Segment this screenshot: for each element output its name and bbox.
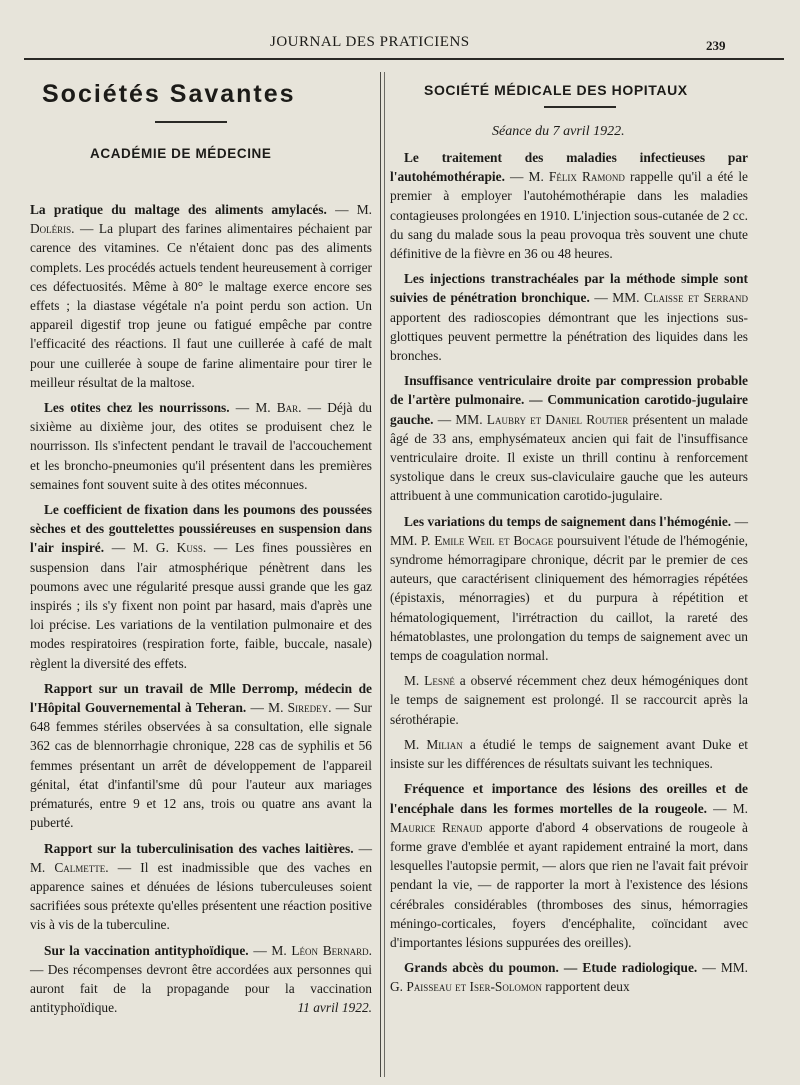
article	[390, 735, 748, 773]
article-body: Déjà du sixième au dixième jour, des otites se produisent chez le nourrisson. Ils s'infectent pendant le travail de l'accouchement et les broncho-pneumonies qu'il présentent dans les premières semaines font souvent suite à des otites méconnues.	[30, 400, 372, 492]
article-body: Des récompenses devront être accordées aux personnes qui auront fait de la propagande pour la vaccination antityphoïdique.	[30, 961, 372, 1016]
article: Les otites chez les nourrissons. — M. Bar. — Déjà du sixième au dixième jour, des otites se produisent chez le nourrisson. Ils s'infectent pendant le travail de l'accouchement et les broncho-pneumonies qu'il présentent dans les premières semaines font souvent suite à des otites méconnues.	[30, 400, 372, 492]
article: La pratique du maltage des aliments amylacés. — M. Doléris. — La plupart des farines alimentaires péchaient par carence des vitamines. Ce n'étaient donc pas des aliments complets. Les procédés actuels tendent heureusement à corriger ces défectuosités. Même à 80° le maltage exerce encore ses effets ; la diastase végétale n'a point perdu son action. Un appareil digestif trop jeune ou fatigué empêche par contre l'efficacité des réactions. Il faut une cuillerée à café de malt pour une cuillerée à soupe de farine alimentaire pour tirer le meilleur résultat de la maltose.	[30, 202, 372, 390]
title-rule-right	[544, 106, 616, 108]
title-rule	[155, 121, 227, 123]
article-body: Les fines poussières en suspension dans l'air atmosphérique pénètrent dans les poumons avec une régularité presque aussi grande que les gaz inspirés ; ils s'y fixent non point par hasard, mais d'après une loi précise. Les variations de la ventilation pulmonaire et des modes respiratoires (respiration forte, faible, buccale, nasale) règlent la diversité des effets.	[30, 540, 372, 671]
article: Insuffisance ventriculaire droite par compression probable de l'artère pulmonaire. — Communication carotido-jugulaire gauche. — MM. Laubry et Daniel Routier présentent un malade âgé de 33 ans, emphysémateux ancien qui fait de l'insuffisance ventriculaire droite. Il existe un thrill continu à renforcement systolique dans le creux sus-claviculaire gauche que les auteurs attribuent à une communication carotido-jugulaire.	[390, 373, 748, 504]
article: Les variations du temps de saignement dans l'hémogénie. — MM. P. Emile Weil et Bocage poursuivent l'étude de l'hémogénie, syndrome hémorragipare chronique, décrit par le premier de ces auteurs, que caractérisent cliniquement des hémorragies répétées (épistaxis, ménorragies) et du purpura à répétition et hématologiquement, l'irrétraction du caillot, la rareté des hématoblastes, une prolongation du temps de saignement avec un temps de coagulation normal.	[390, 513, 748, 664]
article-title: La pratique du maltage des aliments amylacés.	[30, 202, 327, 217]
article-author: M. Maurice Renaud	[390, 800, 748, 835]
article-author: M. Milian	[404, 736, 463, 752]
article: Fréquence et importance des lésions des oreilles et de l'encéphale dans les formes mortelles de la rougeole. — M. Maurice Renaud apporte d'abord 4 observations de rougeole à forme grave d'emblée et ayant rapidement entrainé la mort, dans lesquelles l'autopsie permit, — alors que rien ne l'avait fait prévoir pendant la vie, — de rapporter la mort à l'existence des lésions cérébrales considérables (thromboses des sinus, hémorragies méningo-corticales, foyers d'encéphalite, coïncidant avec d'importantes lésions suppurées des oreilles).	[390, 781, 748, 950]
subsection-academie: ACADÉMIE DE MÉDECINE	[90, 146, 272, 161]
article: Rapport sur la tuberculinisation des vaches laitières. — M. Calmette. — Il est inadmissible que des vaches en apparence saines et dénuées de lésions tuberculeuses soient sacrifiées sous prétexte qu'elles présentent une réaction positive vis à vis de la tuberculine.	[30, 840, 373, 933]
article: Rapport sur un travail de Mlle Derromp, médecin de l'Hôpital Gouvernemental à Teheran. — M. Siredey. — Sur 648 femmes stériles observées à sa consultation, elle signale 362 cas de blennorrhagie chronique, 228 cas de syphilis et 56 femmes présentant un arrêt de développement de l'appareil génital, état d'infantil'sme dû pour l'auteur aux mariages prématurés, entre 9 et 12 ans, trois ou quatre ans avant la puberté.	[30, 680, 372, 831]
article: Le traitement des maladies infectieuses par l'autohémothérapie. — M. Félix Ramond rappelle qu'il a été le premier à employer l'autohémothérapie dans les maladies contagieuses prolongées en 1910. L'injection sous-cutanée de 2 cc. du sang du malade sous la peau provoqua très souvent une chute définitive de la fièvre en 36 ou 48 heures.	[390, 150, 748, 262]
section-title-right: SOCIÉTÉ MÉDICALE DES HOPITAUX	[424, 82, 688, 98]
article-author: M. Calmette.	[30, 859, 109, 875]
article-body: rapportent deux	[545, 979, 630, 995]
article-body: apporte d'abord 4 observations de rougeole à forme grave d'emblée et ayant rapidement entrainé la mort, dans lesquelles l'autopsie permit, — alors que rien ne l'avait fait prévoir pendant la vie, — de rapporter la mort à l'existence des lésions cérébrales considérables (thromboses des sinus, hémorragies méningo-corticales, foyers d'encéphalite, coïncidant avec d'importantes lésions suppurées des oreilles).	[390, 819, 748, 950]
left-column-text	[30, 200, 372, 1023]
article-title: Insuffisance ventriculaire droite par compression probable de l'artère pulmonaire. — Communication carotido-jugulaire gauche.	[390, 373, 748, 427]
article-body: rappelle qu'il a été le premier à employer l'autohémothérapie dans les maladies contagieuses prolongées en 1910. L'injection sous-cutanée de 2 cc. du sang du malade sous la peau provoqua très souvent une chute définitive de la fièvre en 36 ou 48 heures.	[390, 169, 748, 262]
article-author: MM. P. Emile Weil et Bocage	[390, 532, 554, 548]
article-author: M. Lesné	[404, 673, 455, 689]
article-body: poursuivent l'étude de l'hémogénie, syndrome hémorragipare chronique, décrit par le premier de ces auteurs, que caractérisent cliniquement des hémorragies répétées (épistaxis, ménorragies) et du purpura à répétition et hématologiquement, l'irrétraction du caillot, la rareté des hématoblastes, une prolongation du temps de saignement avec un temps de coagulation normal.	[390, 532, 748, 664]
article-title: Sur la vaccination antityphoïdique.	[44, 942, 249, 958]
session-date: Séance du 7 avril 1922.	[492, 124, 625, 139]
running-head: JOURNAL DES PRATICIENS	[270, 34, 470, 50]
article-body: a étudié le temps de saignement avant Duke et insiste sur les différences de résultats suivant les techniques.	[390, 736, 748, 772]
article-body: La plupart des farines alimentaires péchaient par carence des vitamines. Ce n'étaient donc pas des aliments complets. Les procédés actuels tendent heureusement à corriger ces défectuosités. Même à 80° le maltage exerce encore ses effets ; la diastase végétale n'a point perdu son action. Un appareil digestif trop jeune ou fatigué empêche par contre l'efficacité des réactions. Il faut une cuillerée à café de malt pour une cuillerée à soupe de farine alimentaire pour tirer le meilleur résultat de la maltose.	[30, 221, 372, 390]
column-divider-inner	[384, 72, 385, 1077]
section-title: Sociétés Savantes	[42, 80, 296, 108]
article-author: M. Doléris.	[30, 202, 372, 237]
column-divider	[380, 72, 381, 1077]
article-author: M. Bar.	[255, 400, 302, 416]
article: Sur la vaccination antityphoïdique. — M. Léon Bernard. — Des récompenses devront être accordées aux personnes qui auront fait de la propagande pour la vaccination antityphoïdique. 11 avril 1922.	[30, 941, 372, 1018]
article: Grands abcès du poumon. — Etude radiologique. — MM. G. Paisseau et Iser-Solomon rapportent deux	[390, 960, 748, 995]
article-author: MM. G. Paisseau et Iser-Solomon	[390, 960, 748, 995]
article-author: MM. Laubry et Daniel Routier	[455, 411, 629, 427]
article-author: M. Félix Ramond	[528, 169, 625, 185]
article-author: M. Léon Bernard.	[271, 942, 372, 958]
article-title: Les variations du temps de saignement dans l'hémogénie.	[404, 513, 732, 529]
article-body: Sur 648 femmes stériles observées à sa consultation, elle signale 362 cas de blennorrhagie chronique, 228 cas de syphilis et 56 femmes présentant un arrêt de développement de l'appareil génital, état d'infantil'sme dû pour l'auteur aux mariages prématurés, entre 9 et 12 ans, trois ou quatre ans avant la puberté.	[30, 700, 372, 831]
article-body: a observé récemment chez deux hémogéniques dont le temps de saignement est prolongé. Il se raccourcit après la sérothérapie.	[390, 673, 748, 727]
right-column-text	[390, 148, 748, 1003]
article-title: Les injections transtrachéales par la méthode simple sont suivies de pénétration bronchique.	[390, 271, 748, 306]
article-author: MM. Claisse et Serrand	[612, 290, 748, 306]
article-title: Le traitement des maladies infectieuses par l'autohémothérapie.	[390, 150, 748, 185]
article: Le coefficient de fixation dans les poumons des poussées sèches et des gouttelettes poussiéreuses en suspension dans l'air inspiré. — M. G. Kuss. — Les fines poussières en suspension dans l'air atmosphérique pénètrent dans les poumons avec une régularité presque aussi grande que les gaz inspirés ; ils s'y fixent non point par hasard, mais d'après une loi précise. Les variations de la ventilation pulmonaire et des modes respiratoires (respiration forte, faible, buccale, nasale) règlent la diversité des effets.	[30, 502, 372, 671]
article-title: Rapport sur la tuberculinisation des vaches laitières.	[44, 840, 354, 856]
article-title: Les otites chez les nourrissons.	[44, 400, 230, 416]
article-title: Grands abcès du poumon. — Etude radiologique.	[404, 960, 698, 976]
header-rule	[24, 58, 784, 60]
article-author: M. Siredey.	[268, 700, 332, 716]
article-body: Il est inadmissible que des vaches en apparence saines et dénuées de lésions tuberculeuses soient sacrifiées sous prétexte qu'elles présentent une réaction positive vis à vis de la tuberculine.	[30, 859, 373, 933]
article-author: M. G. Kuss.	[132, 540, 207, 556]
article-date: 11 avril 1922.	[297, 1000, 372, 1016]
article-body: apportent des radioscopies démontrant que les injections sus-glottiques peuvent permettre la pénétration des liquides dans les bronches.	[390, 309, 748, 364]
article-title: Le coefficient de fixation dans les poumons des poussées sèches et des gouttelettes poussiéreuses en suspension dans l'air inspiré.	[30, 502, 372, 556]
article	[390, 671, 748, 729]
article: Les injections transtrachéales par la méthode simple sont suivies de pénétration bronchique. — MM. Claisse et Serrand apportent des radioscopies démontrant que les injections sus-glottiques peuvent permettre la pénétration des liquides dans les bronches.	[390, 271, 748, 364]
article-title: Fréquence et importance des lésions des oreilles et de l'encéphale dans les formes mortelles de la rougeole.	[390, 781, 748, 816]
article-body: présentent un malade âgé de 33 ans, emphysémateux ancien qui fait de l'insuffisance ventriculaire droite. Il existe un thrill continu à renforcement systolique dans le creux sus-claviculaire gauche que les auteurs attribuent à une communication carotido-jugulaire.	[390, 411, 748, 504]
article-title: Rapport sur un travail de Mlle Derromp, médecin de l'Hôpital Gouvernemental à Teheran.	[30, 680, 372, 716]
page-number: 239	[706, 38, 726, 53]
